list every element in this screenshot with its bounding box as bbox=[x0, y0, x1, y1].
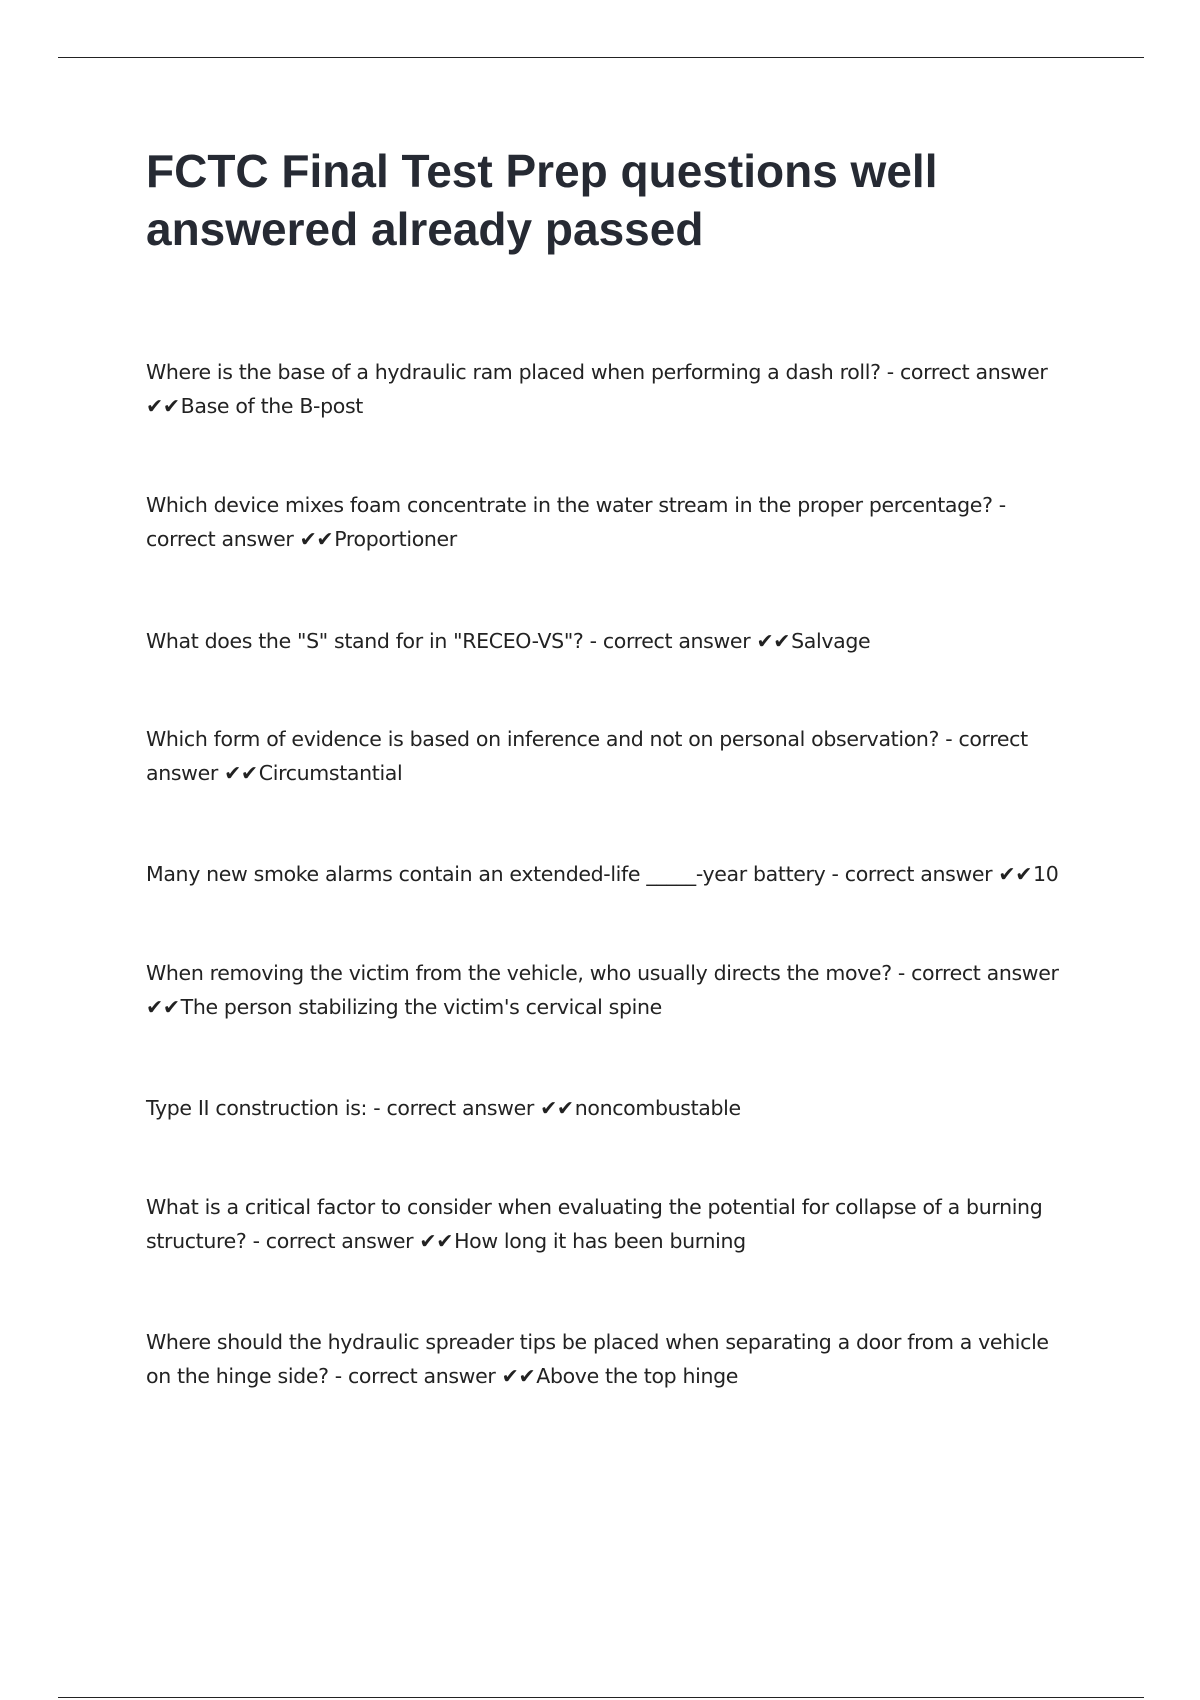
qa-item-5 bbox=[146, 857, 1076, 891]
qa-item-9 bbox=[146, 1325, 1076, 1393]
question-text: What is a critical factor to consider when evaluating the potential for collapse of a burning structure? bbox=[146, 1195, 1043, 1253]
question-text: Where is the base of a hydraulic ram placed when performing a dash roll? bbox=[146, 360, 881, 384]
check-icon: ✔✔ bbox=[146, 394, 180, 418]
answer-text: 10 bbox=[1033, 862, 1059, 886]
qa-item-3 bbox=[146, 624, 1076, 658]
question-text: Which device mixes foam concentrate in the water stream in the proper percentage? bbox=[146, 493, 993, 517]
check-icon: ✔✔ bbox=[224, 761, 258, 785]
answer-text: How long it has been burning bbox=[454, 1229, 746, 1253]
answer-text: Proportioner bbox=[334, 527, 457, 551]
answer-text: Base of the B-post bbox=[180, 394, 363, 418]
check-icon: ✔✔ bbox=[756, 629, 791, 653]
answer-text: The person stabilizing the victim's cervical spine bbox=[180, 995, 662, 1019]
qa-item-7 bbox=[146, 1091, 1076, 1125]
answer-separator: - correct answer bbox=[146, 493, 1006, 551]
check-icon: ✔✔ bbox=[419, 1229, 454, 1253]
check-icon: ✔✔ bbox=[998, 862, 1033, 886]
top-divider bbox=[58, 57, 1144, 58]
qa-item-1 bbox=[146, 355, 1076, 423]
question-text: Where should the hydraulic spreader tips be placed when separating a door from a vehicle on the hinge side? bbox=[146, 1330, 1049, 1388]
answer-separator: - correct answer bbox=[825, 862, 999, 886]
answer-separator: - correct answer bbox=[246, 1229, 420, 1253]
question-text: Many new smoke alarms contain an extended-life _____-year battery bbox=[146, 862, 826, 886]
check-icon: ✔✔ bbox=[299, 527, 334, 551]
bottom-divider bbox=[58, 1697, 1144, 1698]
check-icon: ✔✔ bbox=[540, 1096, 574, 1120]
qa-item-6 bbox=[146, 956, 1076, 1024]
answer-separator: - correct answer bbox=[146, 727, 1028, 785]
question-text: Which form of evidence is based on inference and not on personal observation? bbox=[146, 727, 940, 751]
question-text: When removing the victim from the vehicle, who usually directs the move? bbox=[146, 961, 892, 985]
qa-item-4 bbox=[146, 722, 1076, 790]
answer-text: Circumstantial bbox=[258, 761, 403, 785]
answer-separator: - correct answer bbox=[583, 629, 757, 653]
answer-separator: - correct answer bbox=[328, 1364, 502, 1388]
answer-separator: - correct answer bbox=[891, 961, 1059, 985]
question-text: Type II construction is: bbox=[146, 1096, 368, 1120]
check-icon: ✔✔ bbox=[146, 995, 180, 1019]
answer-text: Salvage bbox=[791, 629, 871, 653]
answer-text: noncombustable bbox=[574, 1096, 741, 1120]
answer-separator: - correct answer bbox=[880, 360, 1048, 384]
answer-separator: - correct answer bbox=[367, 1096, 541, 1120]
check-icon: ✔✔ bbox=[501, 1364, 536, 1388]
qa-item-8 bbox=[146, 1190, 1076, 1258]
page-title: FCTC Final Test Prep questions well answered already passed bbox=[146, 145, 938, 255]
answer-text: Above the top hinge bbox=[536, 1364, 739, 1388]
question-text: What does the "S" stand for in "RECEO-VS"? bbox=[146, 629, 584, 653]
qa-item-2 bbox=[146, 488, 1076, 556]
